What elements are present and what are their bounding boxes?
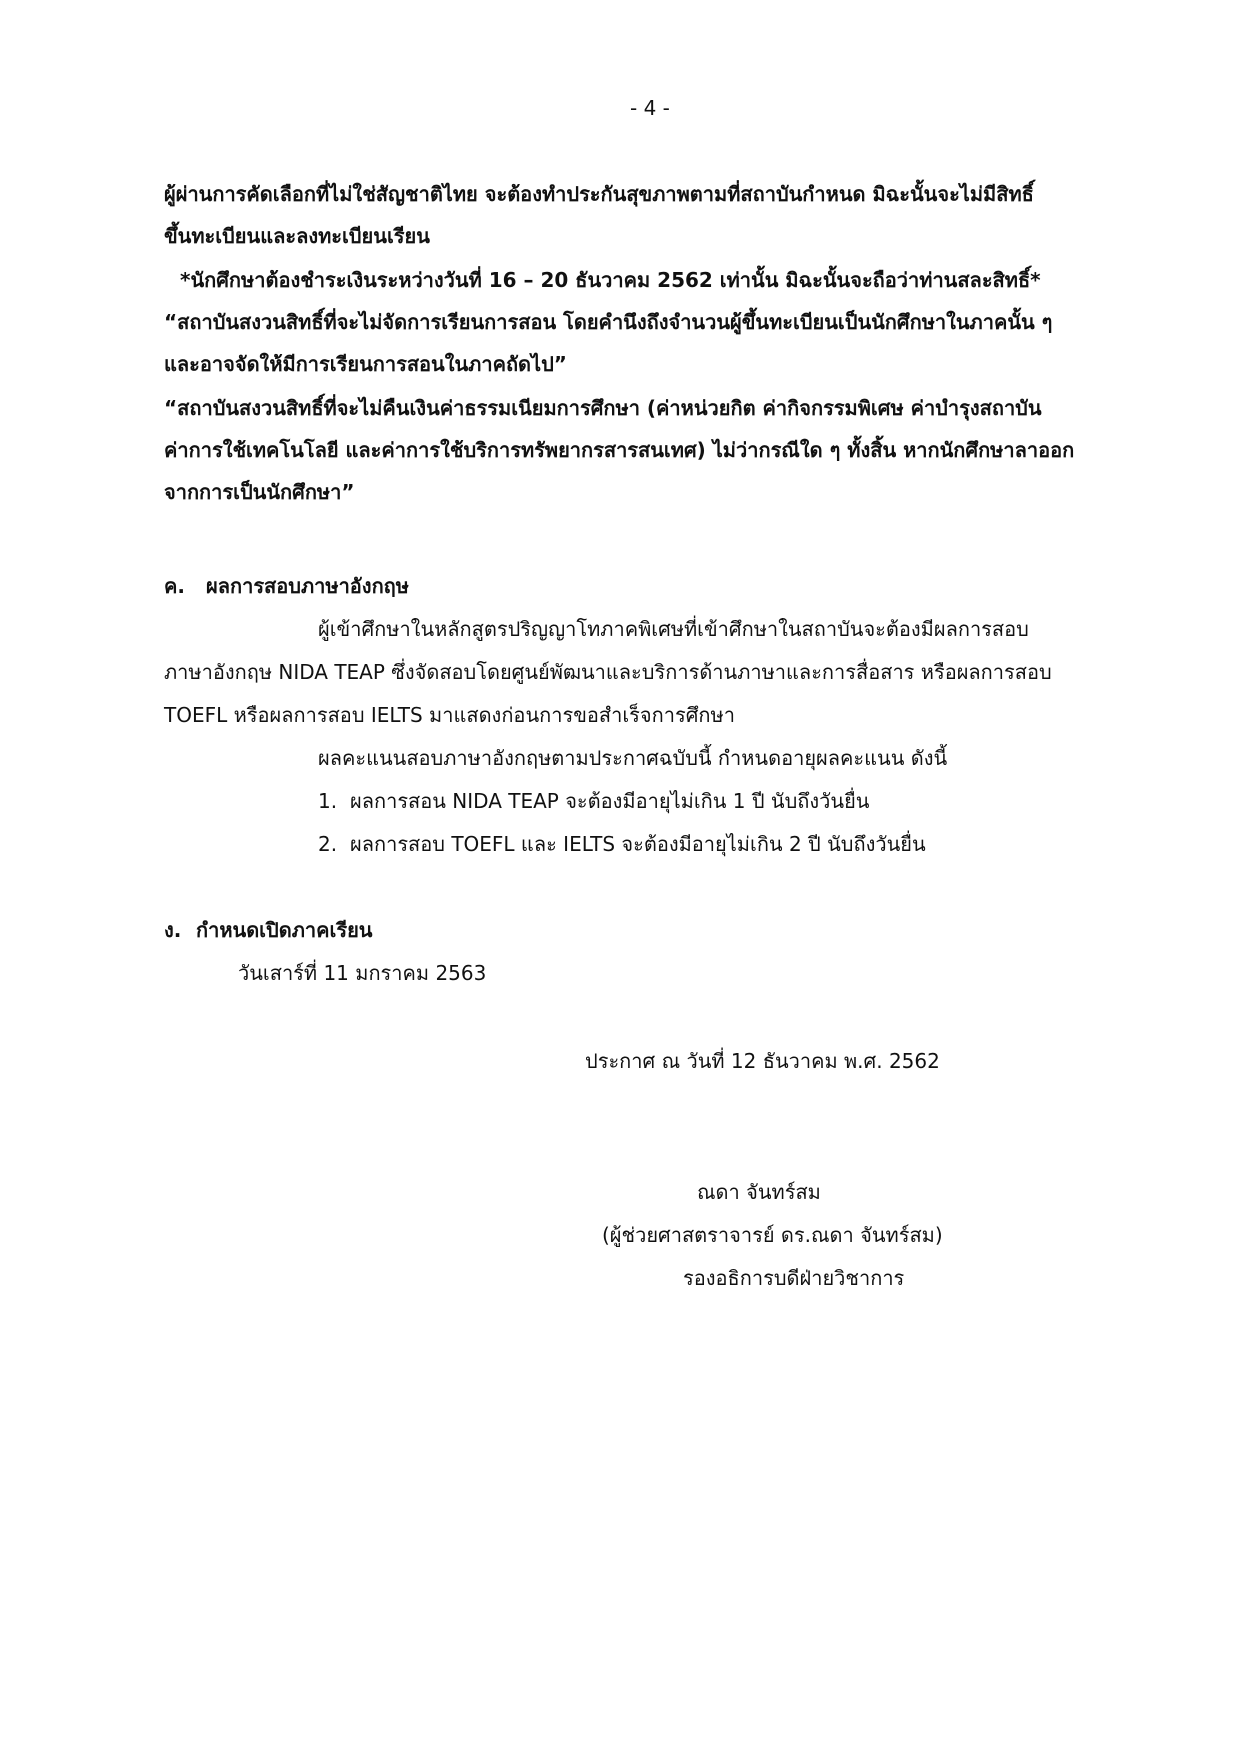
refund-text-line-1: “สถาบันสงวนสิทธิ์ที่จะไม่คืนเงินค่าธรรมเนียมการศึกษา (ค่าหน่วยกิต ค่ากิจกรรมพิเศษ ค่าบำรุงสถาบัน (164, 396, 1042, 420)
list-item: ผลการสอน NIDA TEAP จะต้องมีอายุไม่เกิน 1 ปี นับถึงวันยื่น (350, 789, 870, 813)
refund-text-line-2: ค่าการใช้เทคโนโลยี และค่าการใช้บริการทรัพยากรสารสนเทศ) ไม่ว่ากรณีใด ๆ ทั้งสิ้น หากนักศึกษาลาออก (164, 438, 1075, 462)
course-right-text-line-2: และอาจจัดให้มีการเรียนการสอนในภาคถัดไป” (164, 352, 567, 376)
score-expiry-intro: ผลคะแนนสอบภาษาอังกฤษตามประกาศฉบับนี้ กำหนดอายุผลคะแนน ดังนี้ (318, 746, 948, 770)
signatory-position: รองอธิการบดีฝ่ายวิชาการ (683, 1266, 905, 1290)
section-d-heading: กำหนดเปิดภาคเรียน (196, 918, 373, 942)
course-right-text-line-1: “สถาบันสงวนสิทธิ์ที่จะไม่จัดการเรียนการสอน โดยคำนึงถึงจำนวนผู้ขึ้นทะเบียนเป็นนักศึกษาในภาคนั้น ๆ (164, 310, 1053, 334)
section-c-body-line-1: ผู้เข้าศึกษาในหลักสูตรปริญญาโทภาคพิเศษที่เข้าศึกษาในสถาบันจะต้องมีผลการสอบ (318, 617, 1029, 641)
section-c-body-line-3: TOEFL หรือผลการสอบ IELTS มาแสดงก่อนการขอสำเร็จการศึกษา (164, 703, 735, 727)
list-item-number: 1. (318, 789, 338, 813)
section-c-body-line-2: ภาษาอังกฤษ NIDA TEAP ซึ่งจัดสอบโดยศูนย์พัฒนาและบริการด้านภาษาและการสื่อสาร หรือผลการสอบ (164, 660, 1052, 684)
page-number: - 4 - (630, 96, 670, 120)
health-insurance-text-line-1: ผู้ผ่านการคัดเลือกที่ไม่ใช่สัญชาติไทย จะต้องทำประกันสุขภาพตามที่สถาบันกำหนด มิฉะนั้นจะไม่มีสิทธิ์ (164, 182, 1034, 206)
semester-open-date: วันเสาร์ที่ 11 มกราคม 2563 (238, 961, 487, 985)
section-c-heading: ผลการสอบภาษาอังกฤษ (206, 574, 409, 598)
announcement-date: ประกาศ ณ วันที่ 12 ธันวาคม พ.ศ. 2562 (585, 1049, 940, 1073)
payment-notice: *นักศึกษาต้องชำระเงินระหว่างวันที่ 16 – 20 ธันวาคม 2562 เท่านั้น มิฉะนั้นจะถือว่าท่านสละสิทธิ์* (180, 268, 1041, 292)
list-item: ผลการสอบ TOEFL และ IELTS จะต้องมีอายุไม่เกิน 2 ปี นับถึงวันยื่น (350, 832, 926, 856)
signature-name: ณดา จันทร์สม (697, 1180, 821, 1204)
list-item-number: 2. (318, 832, 338, 856)
section-d-letter: ง. (164, 918, 182, 942)
refund-text-line-3: จากการเป็นนักศึกษา” (164, 480, 355, 504)
signatory-full-name: (ผู้ช่วยศาสตราจารย์ ดร.ณดา จันทร์สม) (602, 1223, 943, 1247)
section-c-letter: ค. (164, 574, 185, 598)
health-insurance-text-line-2: ขึ้นทะเบียนและลงทะเบียนเรียน (164, 224, 430, 248)
